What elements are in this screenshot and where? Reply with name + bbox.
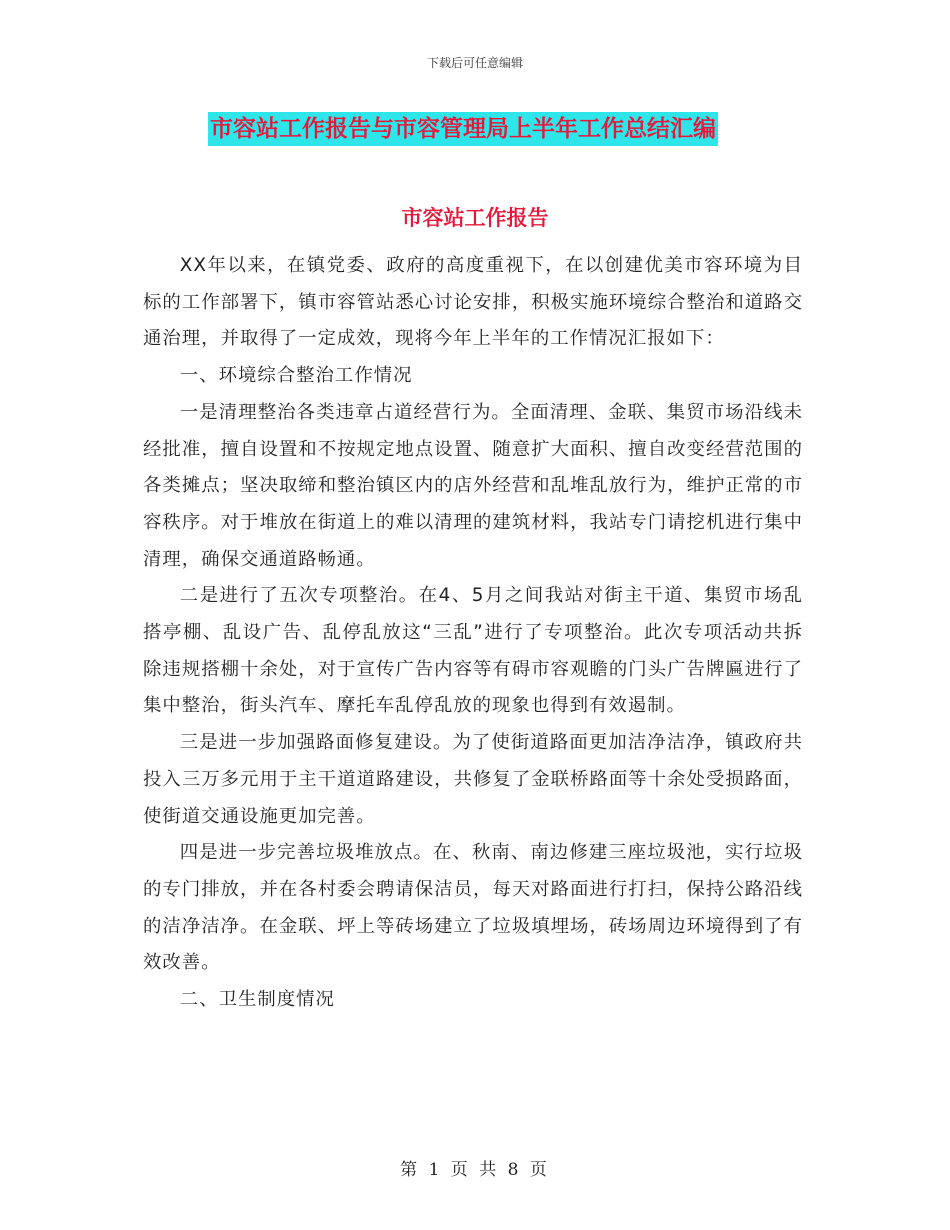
section-title: 市容站工作报告 xyxy=(401,206,549,230)
intro-paragraph: XX年以来，在镇党委、政府的高度重视下，在以创建优美市容环境为目标的工作部署下，镇市容管站悉心讨论安排，积极实施环境综合整治和道路交通治理，并取得了一定成效，现将今年上半年的工作情况汇报如下： xyxy=(143,255,803,350)
document-title: 市容站工作报告与市容管理局上半年工作总结汇编 xyxy=(208,112,718,146)
heading-hygiene: 二、卫生制度情况 xyxy=(179,989,335,1011)
paragraph-item-4: 四是进一步完善垃圾堆放点。在、秋南、南边修建三座垃圾池，实行垃圾的专门排放，并在各村委会聘请保洁员，每天对路面进行打扫，保持公路沿线的洁净洁净。在金联、坪上等砖场建立了垃圾填埋场，砖场周边环境得到了有效改善。 xyxy=(143,842,803,974)
paragraph-item-3: 三是进一步加强路面修复建设。为了使街道路面更加洁净洁净，镇政府共投入三万多元用于主干道道路建设，共修复了金联桥路面等十余处受损路面，使街道交通设施更加完善。 xyxy=(143,732,803,827)
paragraph-item-2: 二是进行了五次专项整治。在4、5月之间我站对街主干道、集贸市场乱搭亭棚、乱设广告、乱停乱放这“三乱”进行了专项整治。此次专项活动共拆除违规搭棚十余处，对于宣传广告内容等有碍市容观瞻的门头广告牌匾进行了集中整治，街头汽车、摩托车乱停乱放的现象也得到有效遏制。 xyxy=(143,585,803,717)
paragraph-item-1: 一是清理整治各类违章占道经营行为。全面清理、金联、集贸市场沿线未经批准，擅自设置和不按规定地点设置、随意扩大面积、擅自改变经营范围的各类摊点；坚决取缔和整治镇区内的店外经营和乱堆乱放行为，维护正常的市容秩序。对于堆放在街道上的难以清理的建筑材料，我站专门请挖机进行集中清理，确保交通道路畅通。 xyxy=(143,401,803,570)
header-note: 下载后可任意编辑 xyxy=(426,56,523,70)
page-footer: 第 1 页 共 8 页 xyxy=(400,1160,550,1180)
body-text xyxy=(143,248,803,1019)
heading-environment: 一、环境综合整治工作情况 xyxy=(179,365,413,387)
